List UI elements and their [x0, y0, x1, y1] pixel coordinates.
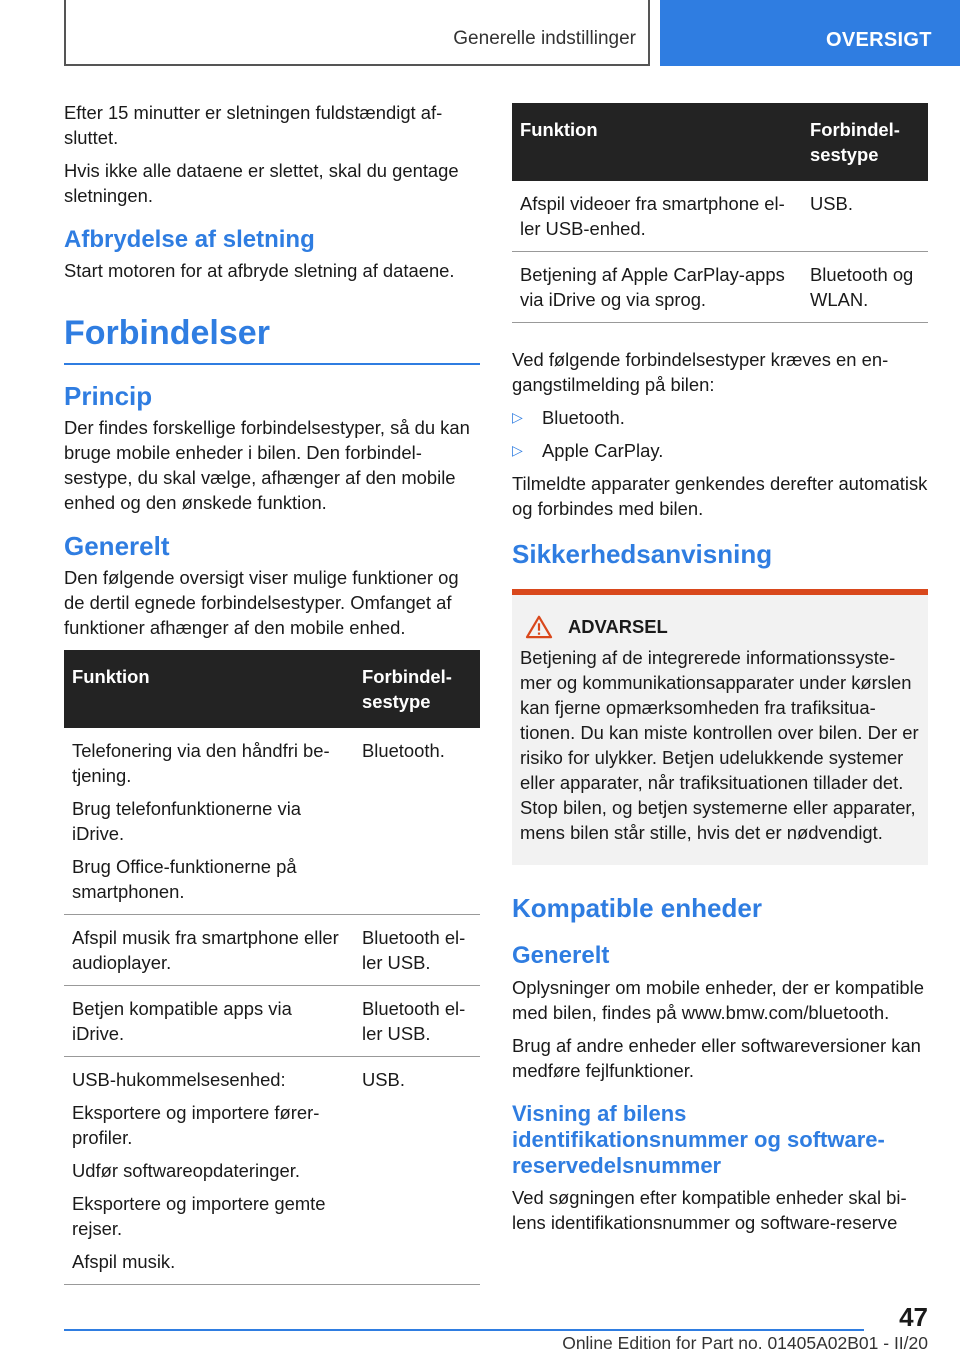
section-heading: Generelt	[64, 531, 170, 561]
table-row	[64, 986, 480, 1057]
table-cell-type: Bluetooth.	[354, 728, 480, 915]
left-column	[64, 100, 480, 1285]
table-header-type: Forbindelsestype	[802, 103, 928, 181]
table-cell-function	[64, 728, 354, 915]
warning-label: ADVARSEL	[568, 616, 668, 637]
section-heading: Kompatible enheder	[512, 893, 762, 923]
table-row	[512, 252, 928, 323]
paragraph: Tilmeldte apparater genkendes derefter automatisk og forbindes med bilen.	[512, 473, 928, 519]
paragraph: Efter 15 minutter er sletningen fuldstændigt afsluttet.	[64, 102, 443, 148]
table-cell-type: USB.	[802, 181, 928, 252]
chapter-title: Generelle indstillinger	[453, 28, 636, 49]
table-row	[64, 1057, 480, 1285]
warning-box	[512, 589, 928, 865]
cell-line: USB-hukommelsesenhed:	[72, 1069, 286, 1090]
table-cell-function	[64, 986, 354, 1057]
cell-line: Eksportere og importere førerprofiler.	[72, 1102, 320, 1148]
paragraph: Brug af andre enheder eller softwareversioner kan medføre fejlfunktioner.	[512, 1035, 921, 1081]
paragraph: Ved søgningen efter kompatible enheder skal bilens identifikationsnummer og software-reserve	[512, 1187, 907, 1233]
right-column	[512, 103, 928, 1243]
cell-line: Afspil musik.	[72, 1251, 176, 1272]
triangle-bullet-icon: ▷	[512, 442, 523, 458]
footer-rule	[64, 1329, 864, 1331]
cell-line: Udfør softwareopdateringer.	[72, 1160, 300, 1181]
cell-line: Afspil musik fra smartphone eller audioplayer.	[72, 927, 339, 973]
paragraph: Ved følgende forbindelsestyper kræves en engangstilmelding på bilen:	[512, 349, 889, 395]
table-cell-function: Betjening af Apple CarPlay-apps via iDrive og via sprog.	[512, 252, 802, 323]
table-row	[64, 728, 480, 915]
table-header-function: Funktion	[512, 103, 802, 181]
table-header-row	[512, 103, 928, 181]
table-cell-type: USB.	[354, 1057, 480, 1285]
list-item	[512, 438, 928, 463]
list-item-text: Apple CarPlay.	[542, 440, 664, 461]
table-cell-function: Afspil videoer fra smartphone eller USB-enhed.	[512, 181, 802, 252]
section-heading: Afbrydelse af sletning	[64, 226, 315, 253]
cell-line: Telefonering via den håndfri betjening.	[72, 740, 330, 786]
cell-line: Eksportere og importere gemte rejser.	[72, 1193, 326, 1239]
paragraph: Start motoren for at afbryde sletning af dataene.	[64, 260, 455, 281]
paragraph: Der findes forskellige forbindelsestyper, så du kan bruge mobile enheder i bilen. Den forbindelsestype, du skal vælge, afhænger af den mobile enhed og den ønskede funktion.	[64, 417, 470, 513]
table-cell-type: Bluetooth og WLAN.	[802, 252, 928, 323]
connection-table-continued	[512, 103, 928, 323]
cell-line: Brug telefonfunktionerne via iDrive.	[72, 798, 302, 844]
table-cell-function	[64, 1057, 354, 1285]
table-header-function: Funktion	[64, 650, 354, 728]
connection-table	[64, 650, 480, 1285]
section-heading: Princip	[64, 381, 153, 411]
list-item	[512, 405, 928, 430]
cell-line: Betjen kompatible apps via iDrive.	[72, 998, 292, 1044]
paragraph: Den følgende oversigt viser mulige funktioner og de dertil egnede forbindelsestyper. Omfanget af funktioner afhænger af den mobile enhed.	[64, 567, 459, 638]
table-cell-type: Bluetooth eller USB.	[354, 986, 480, 1057]
chapter-heading: Forbindelser	[64, 313, 480, 365]
paragraph: Hvis ikke alle dataene er slettet, skal du gentage sletningen.	[64, 160, 459, 206]
triangle-bullet-icon: ▷	[512, 409, 523, 425]
warning-header	[520, 615, 920, 639]
header-frame-right	[648, 0, 650, 66]
section-heading: Sikkerhedsanvisning	[512, 539, 773, 569]
table-row	[512, 181, 928, 252]
edition-note: Online Edition for Part no. 01405A02B01 - II/20	[562, 1333, 928, 1353]
table-header-type: Forbindelsestype	[354, 650, 480, 728]
table-cell-function	[64, 915, 354, 986]
subsection-heading: Visning af bilens identifikationsnummer og softwarereservedelsnummer	[512, 1101, 885, 1178]
list-item-text: Bluetooth.	[542, 407, 625, 428]
overview-tab[interactable]: OVERSIGT	[660, 0, 960, 66]
warning-text: Betjening af de integrerede informationssystemer og kommunikationsapparater under kørslen kan fjerne opmærksomheden fra trafiksituationen. Du kan miste kontrollen over bilen. Der er risiko for ulykker. Betjen udelukkende systemer eller apparater, når trafiksituationen tillader det. Stop bilen, og betjen systemerne eller apparater, mens bilen står stille, hvis det er nødvendigt.	[520, 647, 919, 843]
paragraph: Oplysninger om mobile enheder, der er kompatible med bilen, findes på www.bmw.com/bluetooth.	[512, 977, 924, 1023]
page-number: 47	[899, 1302, 928, 1332]
table-row	[64, 915, 480, 986]
header-frame-bottom	[64, 64, 650, 66]
table-header-row	[64, 650, 480, 728]
warning-triangle-icon	[524, 615, 554, 639]
table-cell-type: Bluetooth eller USB.	[354, 915, 480, 986]
subsection-heading: Generelt	[512, 942, 610, 969]
cell-line: Brug Office-funktionerne på smartphonen.	[72, 856, 297, 902]
